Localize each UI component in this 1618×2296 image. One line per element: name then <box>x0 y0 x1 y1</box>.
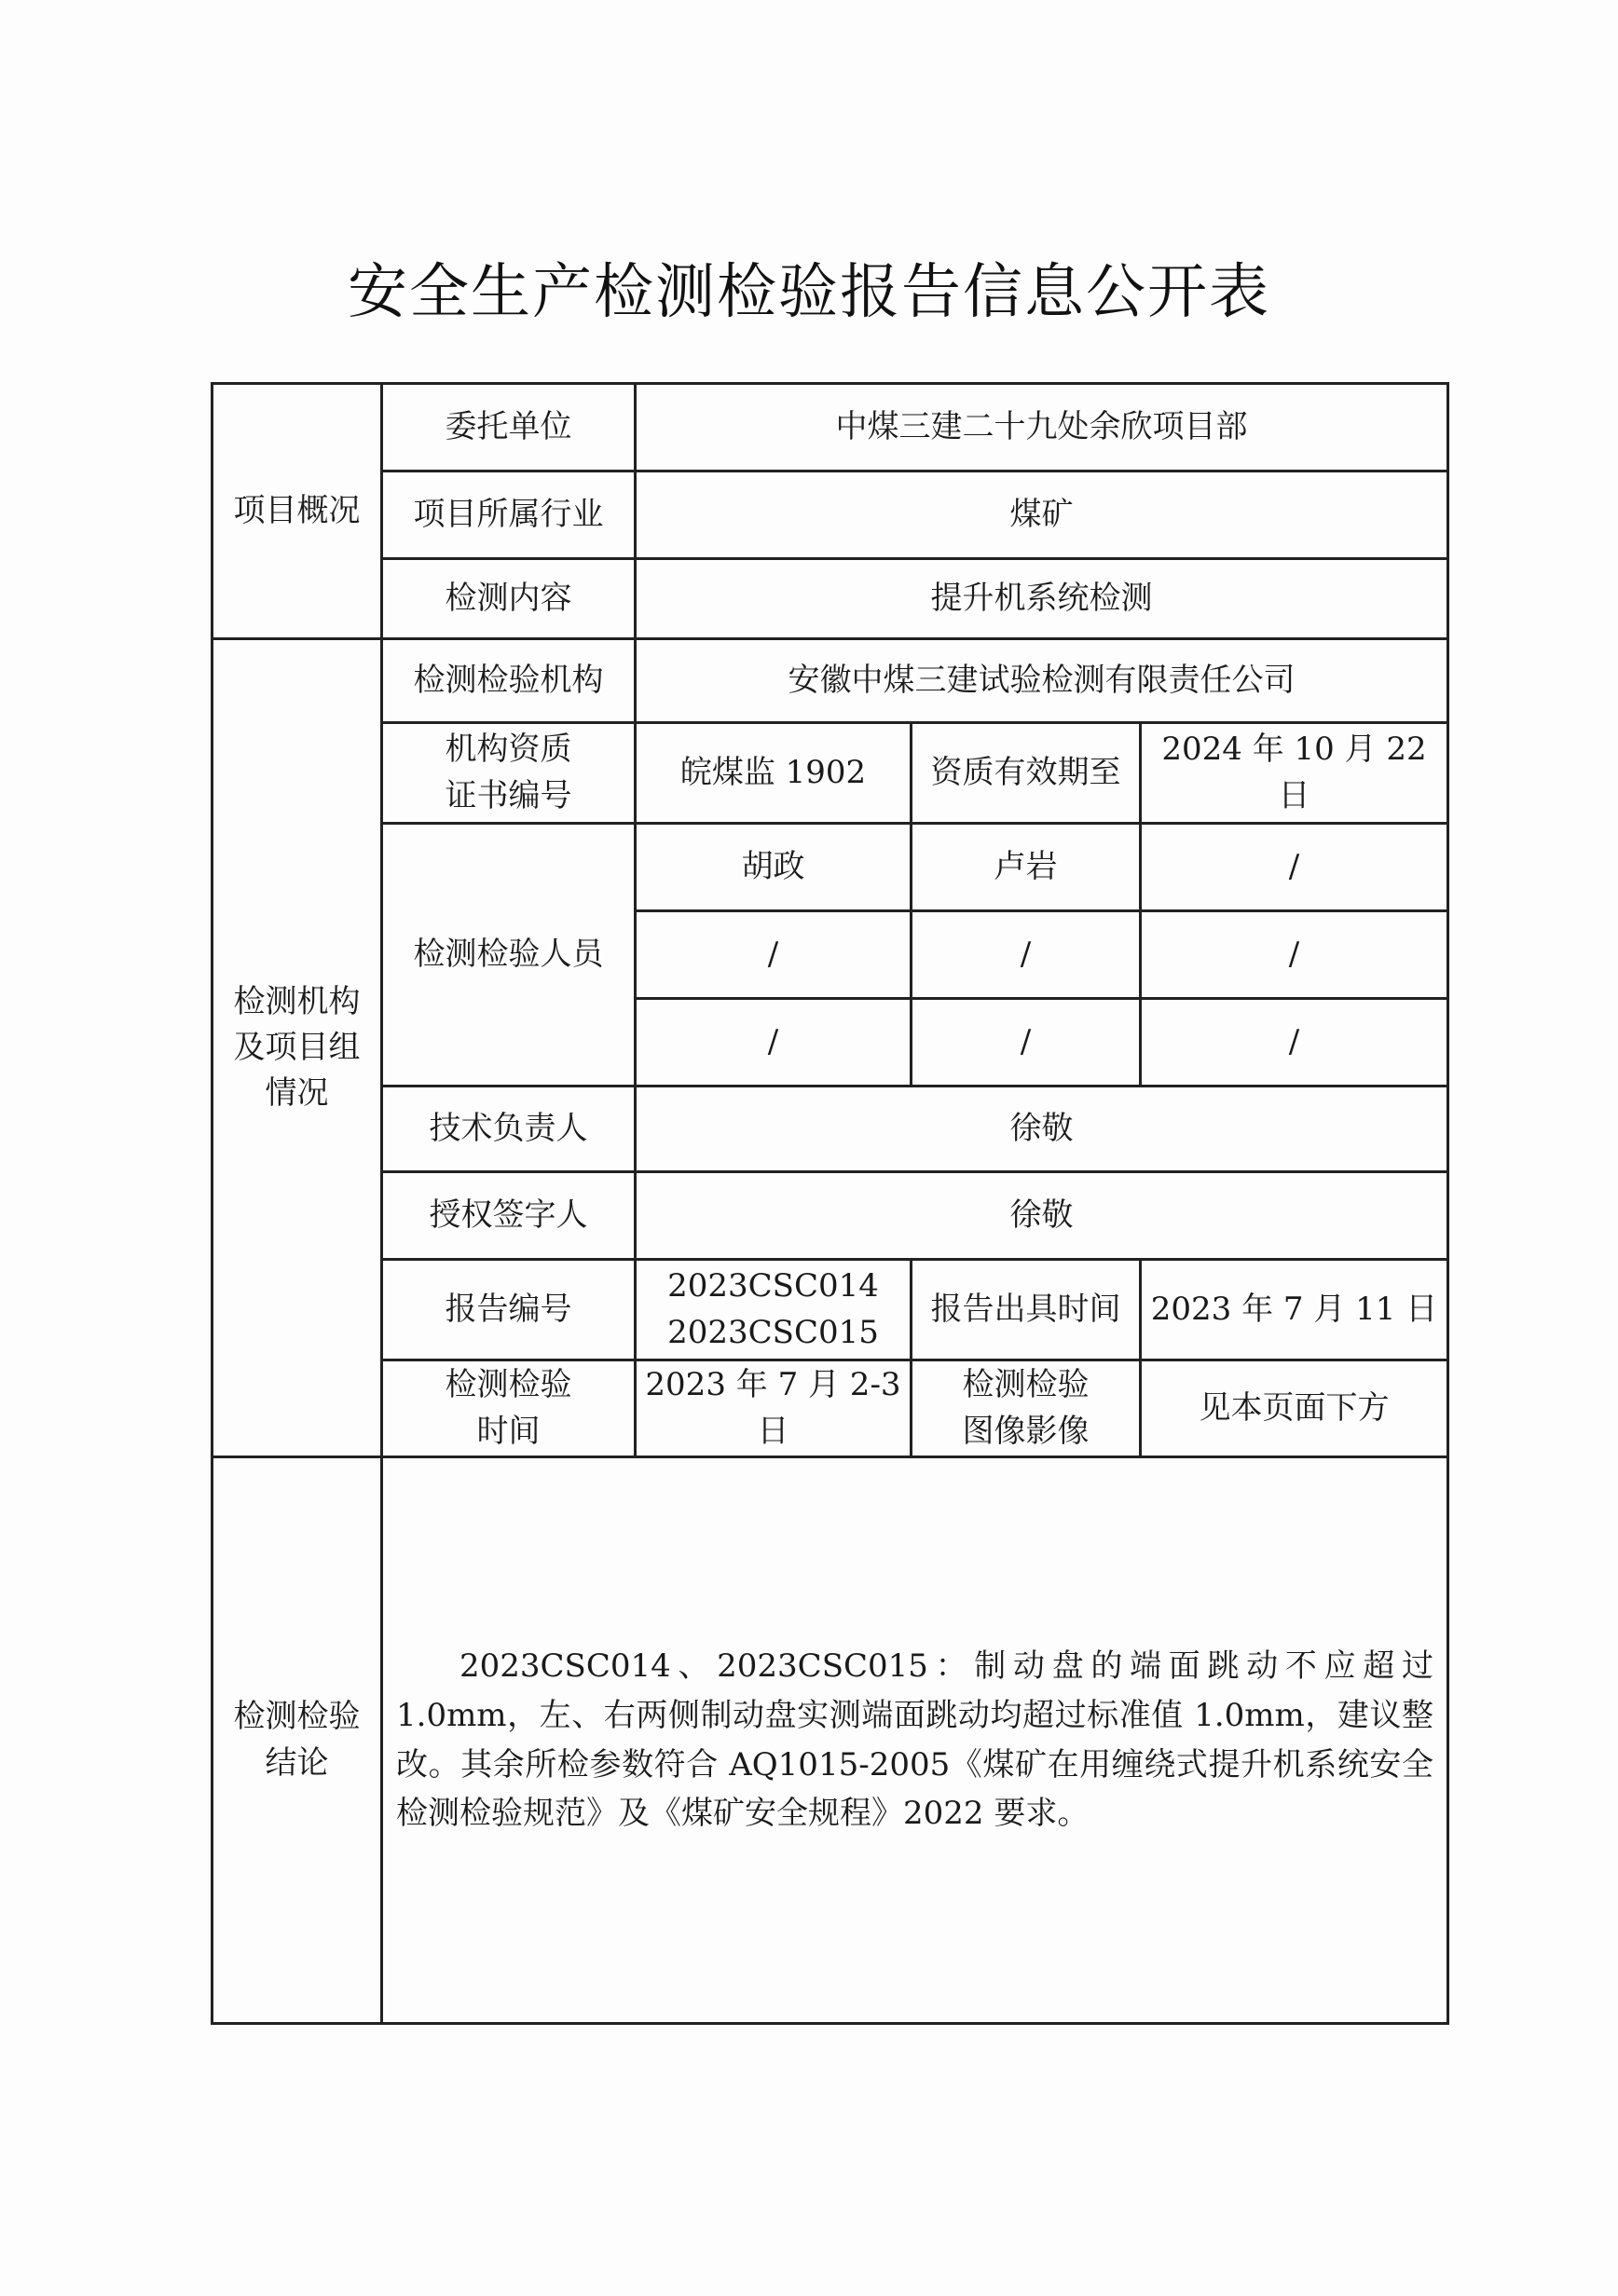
personnel-cell: 胡政 <box>636 824 912 911</box>
table-row <box>213 639 1448 723</box>
conclusion-text: 2023CSC014、2023CSC015：制动盘的端面跳动不应超过 1.0mm，左、右两侧制动盘实测端面跳动均超过标准值 1.0mm，建议整改。其余所检参数符合 AQ1015-2005《煤矿在用缠绕式提升机系统安全检测检验规范》及《煤矿安全规程》2022 要求。 <box>396 1647 1434 1833</box>
certificate-label-line: 证书编号 <box>445 776 572 814</box>
image-value: 见本页面下方 <box>1141 1360 1448 1457</box>
signatory-value: 徐敬 <box>636 1172 1448 1260</box>
content-value: 提升机系统检测 <box>636 559 1448 639</box>
personnel-label: 检测检验人员 <box>382 824 636 1086</box>
certificate-label-line: 机构资质 <box>445 731 572 769</box>
personnel-cell: / <box>912 911 1141 999</box>
industry-value: 煤矿 <box>636 472 1448 559</box>
table-row <box>213 1260 1448 1360</box>
table-row <box>213 384 1448 472</box>
report-no-value <box>636 1260 912 1360</box>
table-row <box>213 824 1448 911</box>
institution-label: 检测检验机构 <box>382 639 636 723</box>
image-label-line: 图像影像 <box>962 1412 1090 1450</box>
validity-label: 资质有效期至 <box>912 723 1141 824</box>
validity-value: 2024 年 10 月 22 日 <box>1141 723 1448 824</box>
institution-value: 安徽中煤三建试验检测有限责任公司 <box>636 639 1448 723</box>
document-title: 安全生产检测检验报告信息公开表 <box>348 258 1270 327</box>
table-row <box>213 559 1448 639</box>
section-label-line: 情况 <box>265 1074 329 1113</box>
issue-date-value: 2023 年 7 月 11 日 <box>1141 1260 1448 1360</box>
tech-lead-label: 技术负责人 <box>382 1086 636 1172</box>
personnel-cell: / <box>912 999 1141 1086</box>
test-time-label-line: 检测检验 <box>445 1366 572 1404</box>
test-time-label <box>382 1360 636 1457</box>
personnel-cell: / <box>1141 911 1448 999</box>
section-label-line: 检测检验 <box>233 1698 361 1736</box>
report-no-line: 2023CSC014 <box>667 1267 879 1305</box>
personnel-cell: / <box>1141 999 1448 1086</box>
table-row <box>213 1360 1448 1457</box>
test-time-label-line: 时间 <box>476 1412 541 1450</box>
table-row <box>213 472 1448 559</box>
personnel-cell: / <box>1141 824 1448 911</box>
image-label <box>912 1360 1141 1457</box>
client-label: 委托单位 <box>382 384 636 472</box>
info-table <box>211 382 1449 2025</box>
conclusion-cell <box>382 1457 1448 2024</box>
section-label-conclusion <box>213 1457 382 2024</box>
issue-date-label: 报告出具时间 <box>912 1260 1141 1360</box>
personnel-cell: / <box>636 911 912 999</box>
personnel-cell: 卢岩 <box>912 824 1141 911</box>
report-no-label: 报告编号 <box>382 1260 636 1360</box>
section-label-project-overview: 项目概况 <box>213 384 382 639</box>
table-row <box>213 723 1448 824</box>
content-label: 检测内容 <box>382 559 636 639</box>
certificate-label <box>382 723 636 824</box>
report-no-line: 2023CSC015 <box>667 1313 879 1351</box>
test-time-value: 2023 年 7 月 2-3 日 <box>636 1360 912 1457</box>
signatory-label: 授权签字人 <box>382 1172 636 1260</box>
certificate-value: 皖煤监 1902 <box>636 723 912 824</box>
industry-label: 项目所属行业 <box>382 472 636 559</box>
section-label-line: 结论 <box>265 1743 329 1782</box>
section-label-org-and-team <box>213 639 382 1457</box>
image-label-line: 检测检验 <box>962 1366 1090 1404</box>
personnel-cell: / <box>636 999 912 1086</box>
table-row <box>213 1457 1448 2024</box>
table-row <box>213 1172 1448 1260</box>
tech-lead-value: 徐敬 <box>636 1086 1448 1172</box>
section-label-line: 及项目组 <box>233 1028 361 1066</box>
section-label-line: 检测机构 <box>233 982 361 1020</box>
table-row <box>213 1086 1448 1172</box>
client-value: 中煤三建二十九处余欣项目部 <box>636 384 1448 472</box>
